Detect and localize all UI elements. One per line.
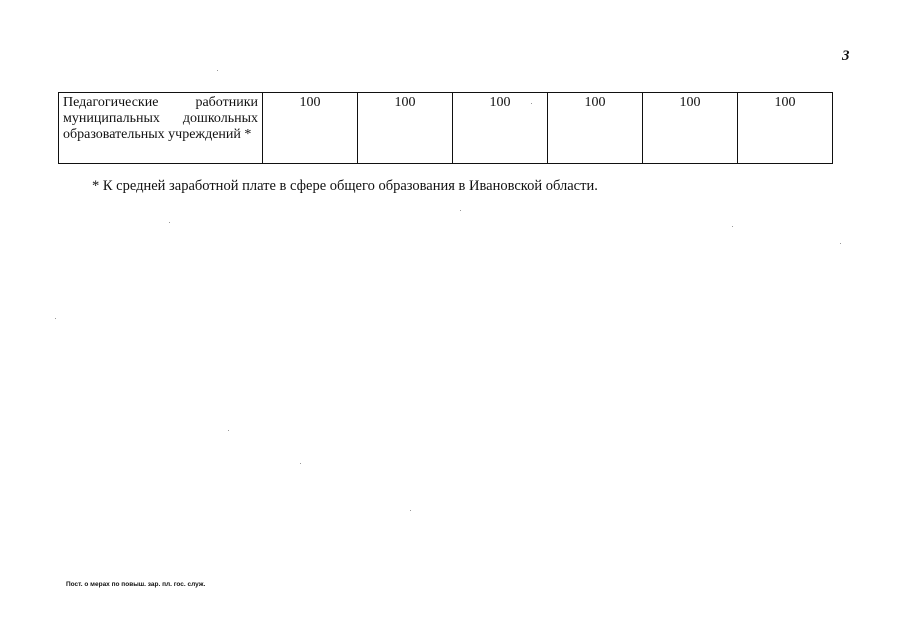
value-cell: 100 — [548, 93, 643, 164]
footer-note: Пост. о мерах по повыш. зар. пл. гос. служ. — [66, 581, 206, 588]
scan-speck — [460, 210, 461, 211]
scan-speck — [300, 463, 301, 464]
value-cell: 100 — [263, 93, 358, 164]
scan-speck — [228, 430, 229, 431]
value-cell: 100 — [643, 93, 738, 164]
scan-speck — [55, 318, 56, 319]
scan-speck — [410, 510, 411, 511]
scan-speck — [531, 103, 532, 104]
value-cell: 100 — [738, 93, 833, 164]
value-cell: 100 — [358, 93, 453, 164]
page-number: 3 — [842, 48, 850, 64]
value-cell: 100 — [453, 93, 548, 164]
footnote: * К средней заработной плате в сфере общего образования в Ивановской области. — [92, 178, 598, 194]
scan-speck — [732, 226, 733, 227]
data-table — [58, 92, 833, 164]
scan-speck — [217, 70, 218, 71]
row-label: Педагогические работники муниципальных дошкольных образовательных учреждений * — [59, 93, 263, 164]
scan-speck — [169, 222, 170, 223]
table-row — [59, 93, 833, 164]
scan-speck — [840, 243, 841, 244]
